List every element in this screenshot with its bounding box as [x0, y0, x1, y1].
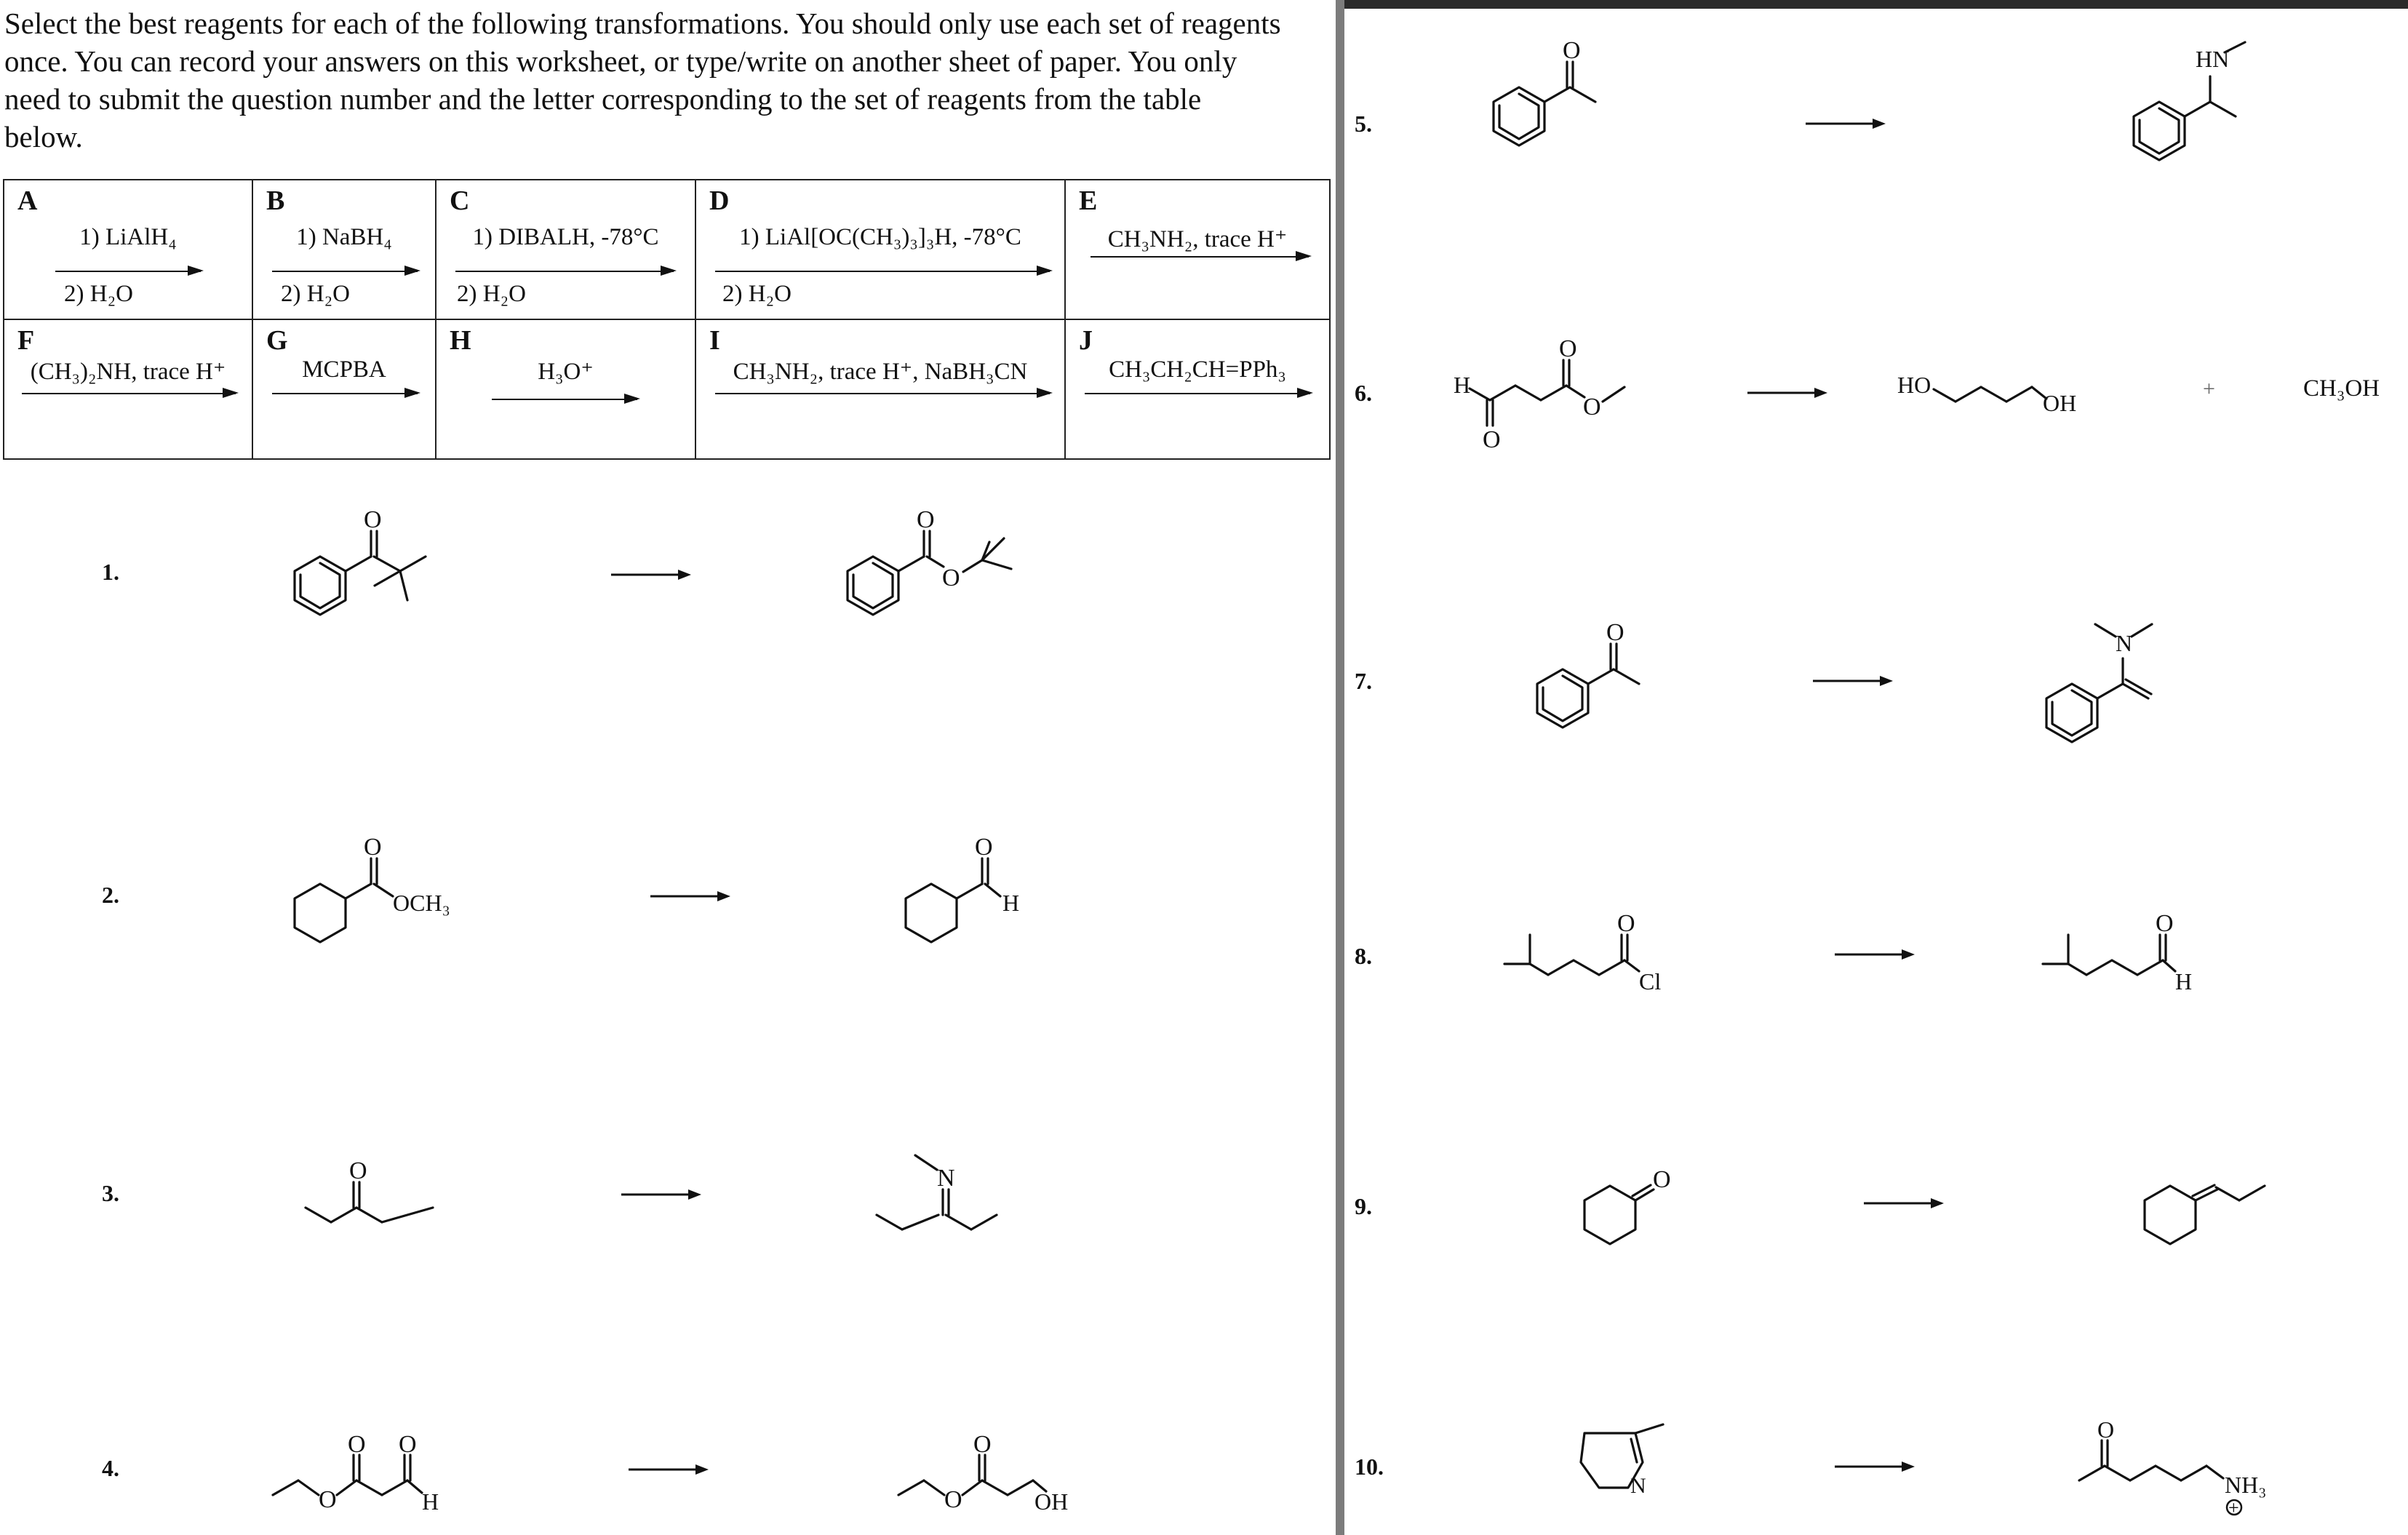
q6-product-structure — [1897, 349, 2101, 436]
reagent-cell-c — [436, 180, 695, 319]
instructions-text: Select the best reagents for each of the following transformations. You should only use each set of reagents once. You can record your answers on this worksheet, or type/write on another sheet of paper. You only need to submit the question number and the letter corresponding to the set of reagents from the table below. — [4, 7, 1281, 154]
q5-reactant-structure — [1475, 29, 1665, 175]
reaction-arrow — [1085, 393, 1310, 394]
oxygen-label: O — [1483, 426, 1501, 453]
question-number-4: 4. — [102, 1455, 119, 1481]
oxygen-label: O — [2097, 1416, 2115, 1443]
reagent-step-1: 1) LiAlH₄ — [79, 224, 177, 250]
oxygen-label: O — [973, 1431, 992, 1458]
oxygen-label: O — [364, 506, 382, 533]
reagent-table — [3, 179, 1331, 460]
q9-product-structure — [2116, 1149, 2290, 1266]
q10-product-structure — [2079, 1411, 2319, 1535]
reaction-arrow — [272, 271, 418, 272]
oxygen-label: O — [917, 506, 935, 533]
hydroxyl-label: OH — [2043, 390, 2077, 416]
reagent-cell-b — [252, 180, 436, 319]
oxygen-label: O — [944, 1486, 962, 1513]
oxygen-label: O — [1617, 910, 1635, 937]
q7-reactant-structure — [1519, 611, 1708, 757]
question-number-8: 8. — [1355, 943, 1372, 969]
reagent-step-1: (CH₃)₂NH, trace H⁺ — [30, 359, 226, 385]
oxygen-label: O — [1583, 394, 1601, 420]
nitrogen-label: N — [1630, 1474, 1646, 1498]
oxygen-label: O — [1559, 335, 1577, 362]
reagent-step-1: CH₃CH₂CH=PPh₃ — [1109, 356, 1286, 383]
hydrogen-label: H — [422, 1488, 439, 1515]
reagent-cell-h — [436, 319, 695, 459]
hydrogen-label: H — [1002, 890, 1020, 916]
reagent-letter: C — [450, 186, 470, 216]
reagent-letter: J — [1079, 325, 1093, 356]
question-number-2: 2. — [102, 882, 119, 908]
top-bar — [1344, 0, 2408, 9]
reagent-letter: A — [17, 186, 38, 216]
reaction-arrow — [272, 393, 418, 394]
reagent-letter: E — [1079, 186, 1098, 216]
q4-reactant-structure — [269, 1426, 487, 1535]
q9-reactant-structure — [1555, 1149, 1701, 1266]
oxygen-label: O — [319, 1486, 337, 1513]
reagent-cell-j — [1065, 319, 1330, 459]
q7-product-structure — [2028, 604, 2217, 764]
reagent-step-2: 2) H₂O — [457, 281, 526, 307]
q4-product-structure — [895, 1426, 1113, 1535]
reaction-arrow — [455, 271, 674, 272]
reagent-step-2: 2) H₂O — [281, 281, 350, 307]
oxygen-label: O — [349, 1157, 367, 1184]
reagent-letter: B — [266, 186, 285, 216]
q2-arrow — [647, 889, 735, 904]
q3-arrow — [618, 1187, 706, 1202]
q6-arrow — [1745, 386, 1832, 400]
worksheet-right-page — [1344, 0, 2408, 1535]
reagent-cell-a — [4, 180, 252, 319]
plus-sign: + — [2203, 377, 2215, 401]
reagent-letter: I — [709, 325, 720, 356]
reagent-step-1: CH₃NH₂, trace H⁺ — [1107, 226, 1288, 252]
chlorine-label: Cl — [1639, 968, 1662, 994]
q8-reactant-structure — [1504, 888, 1737, 1004]
reaction-arrow — [715, 393, 1050, 394]
question-number-9: 9. — [1355, 1193, 1372, 1219]
q3-reactant-structure — [298, 1149, 458, 1251]
oxygen-label: O — [1563, 37, 1581, 64]
q7-arrow — [1810, 674, 1897, 688]
q5-arrow — [1803, 116, 1890, 131]
reaction-arrow — [1091, 256, 1309, 258]
question-number-10: 10. — [1355, 1454, 1384, 1480]
reagent-step-1: CH₃NH₂, trace H⁺, NaBH₃CN — [733, 359, 1028, 385]
methanol-label: CH₃OH — [2303, 375, 2380, 402]
reaction-arrow — [22, 393, 236, 394]
hydroxyl-label: OH — [1034, 1488, 1069, 1515]
reagent-cell-e — [1065, 180, 1330, 319]
question-number-7: 7. — [1355, 668, 1372, 694]
reagent-step-1: H₃O⁺ — [538, 359, 594, 385]
q9-arrow — [1861, 1196, 1948, 1211]
oxygen-label: O — [399, 1431, 417, 1458]
q8-arrow — [1832, 947, 1919, 962]
reagent-letter: H — [450, 325, 471, 356]
q10-reactant-structure — [1555, 1411, 1715, 1535]
reagent-step-2: 2) H₂O — [64, 281, 133, 307]
q4-arrow — [626, 1462, 713, 1477]
reagent-cell-i — [695, 319, 1065, 459]
reagent-letter: F — [17, 325, 35, 356]
reaction-arrow — [55, 271, 201, 272]
hydrogen-label: H — [1454, 372, 1471, 398]
methoxy-label: OCH₃ — [393, 890, 450, 916]
question-number-3: 3. — [102, 1180, 119, 1206]
question-number-1: 1. — [102, 559, 119, 585]
reagent-step-1: 1) LiAl[OC(CH₃)₃]₃H, -78°C — [739, 224, 1021, 250]
reaction-arrow — [492, 399, 637, 400]
reagent-cell-g — [252, 319, 436, 459]
hydroxyl-label: HO — [1897, 372, 1931, 398]
amine-label: HN — [2196, 46, 2230, 72]
reagent-step-2: 2) H₂O — [722, 281, 792, 307]
reagent-letter: D — [709, 186, 730, 216]
q1-product-structure — [829, 502, 1091, 647]
q3-product-structure — [873, 1149, 1033, 1251]
question-number-6: 6. — [1355, 380, 1372, 406]
oxygen-label: O — [348, 1431, 366, 1458]
q1-arrow — [608, 567, 695, 582]
question-number-5: 5. — [1355, 111, 1372, 137]
page-divider — [1336, 0, 1344, 1535]
q10-arrow — [1832, 1459, 1919, 1474]
oxygen-label: O — [1606, 619, 1624, 646]
oxygen-label: O — [942, 565, 960, 591]
reagent-step-1: MCPBA — [302, 356, 386, 383]
ammonium-label: NH₃ — [2225, 1472, 2267, 1498]
hydrogen-label: H — [2175, 968, 2193, 994]
oxygen-label: O — [975, 834, 993, 861]
positive-charge: + — [2228, 1497, 2239, 1518]
q2-reactant-structure — [276, 829, 509, 975]
q8-product-structure — [2043, 888, 2261, 1004]
reagent-cell-d — [695, 180, 1065, 319]
q6-reactant-structure — [1454, 320, 1715, 466]
q5-product-structure — [2116, 29, 2305, 175]
reaction-arrow — [715, 271, 1050, 272]
oxygen-label: O — [364, 834, 382, 861]
oxygen-label: O — [1653, 1166, 1671, 1193]
reagent-step-1: 1) NaBH₄ — [296, 224, 392, 250]
nitrogen-label: N — [2116, 630, 2133, 656]
reagent-letter: G — [266, 325, 288, 356]
q2-product-structure — [888, 829, 1077, 975]
oxygen-label: O — [2156, 910, 2174, 937]
reagent-step-1: 1) DIBALH, -78°C — [472, 224, 659, 250]
q1-reactant-structure — [276, 502, 509, 647]
nitrogen-label: N — [937, 1165, 955, 1192]
reagent-cell-f — [4, 319, 252, 459]
